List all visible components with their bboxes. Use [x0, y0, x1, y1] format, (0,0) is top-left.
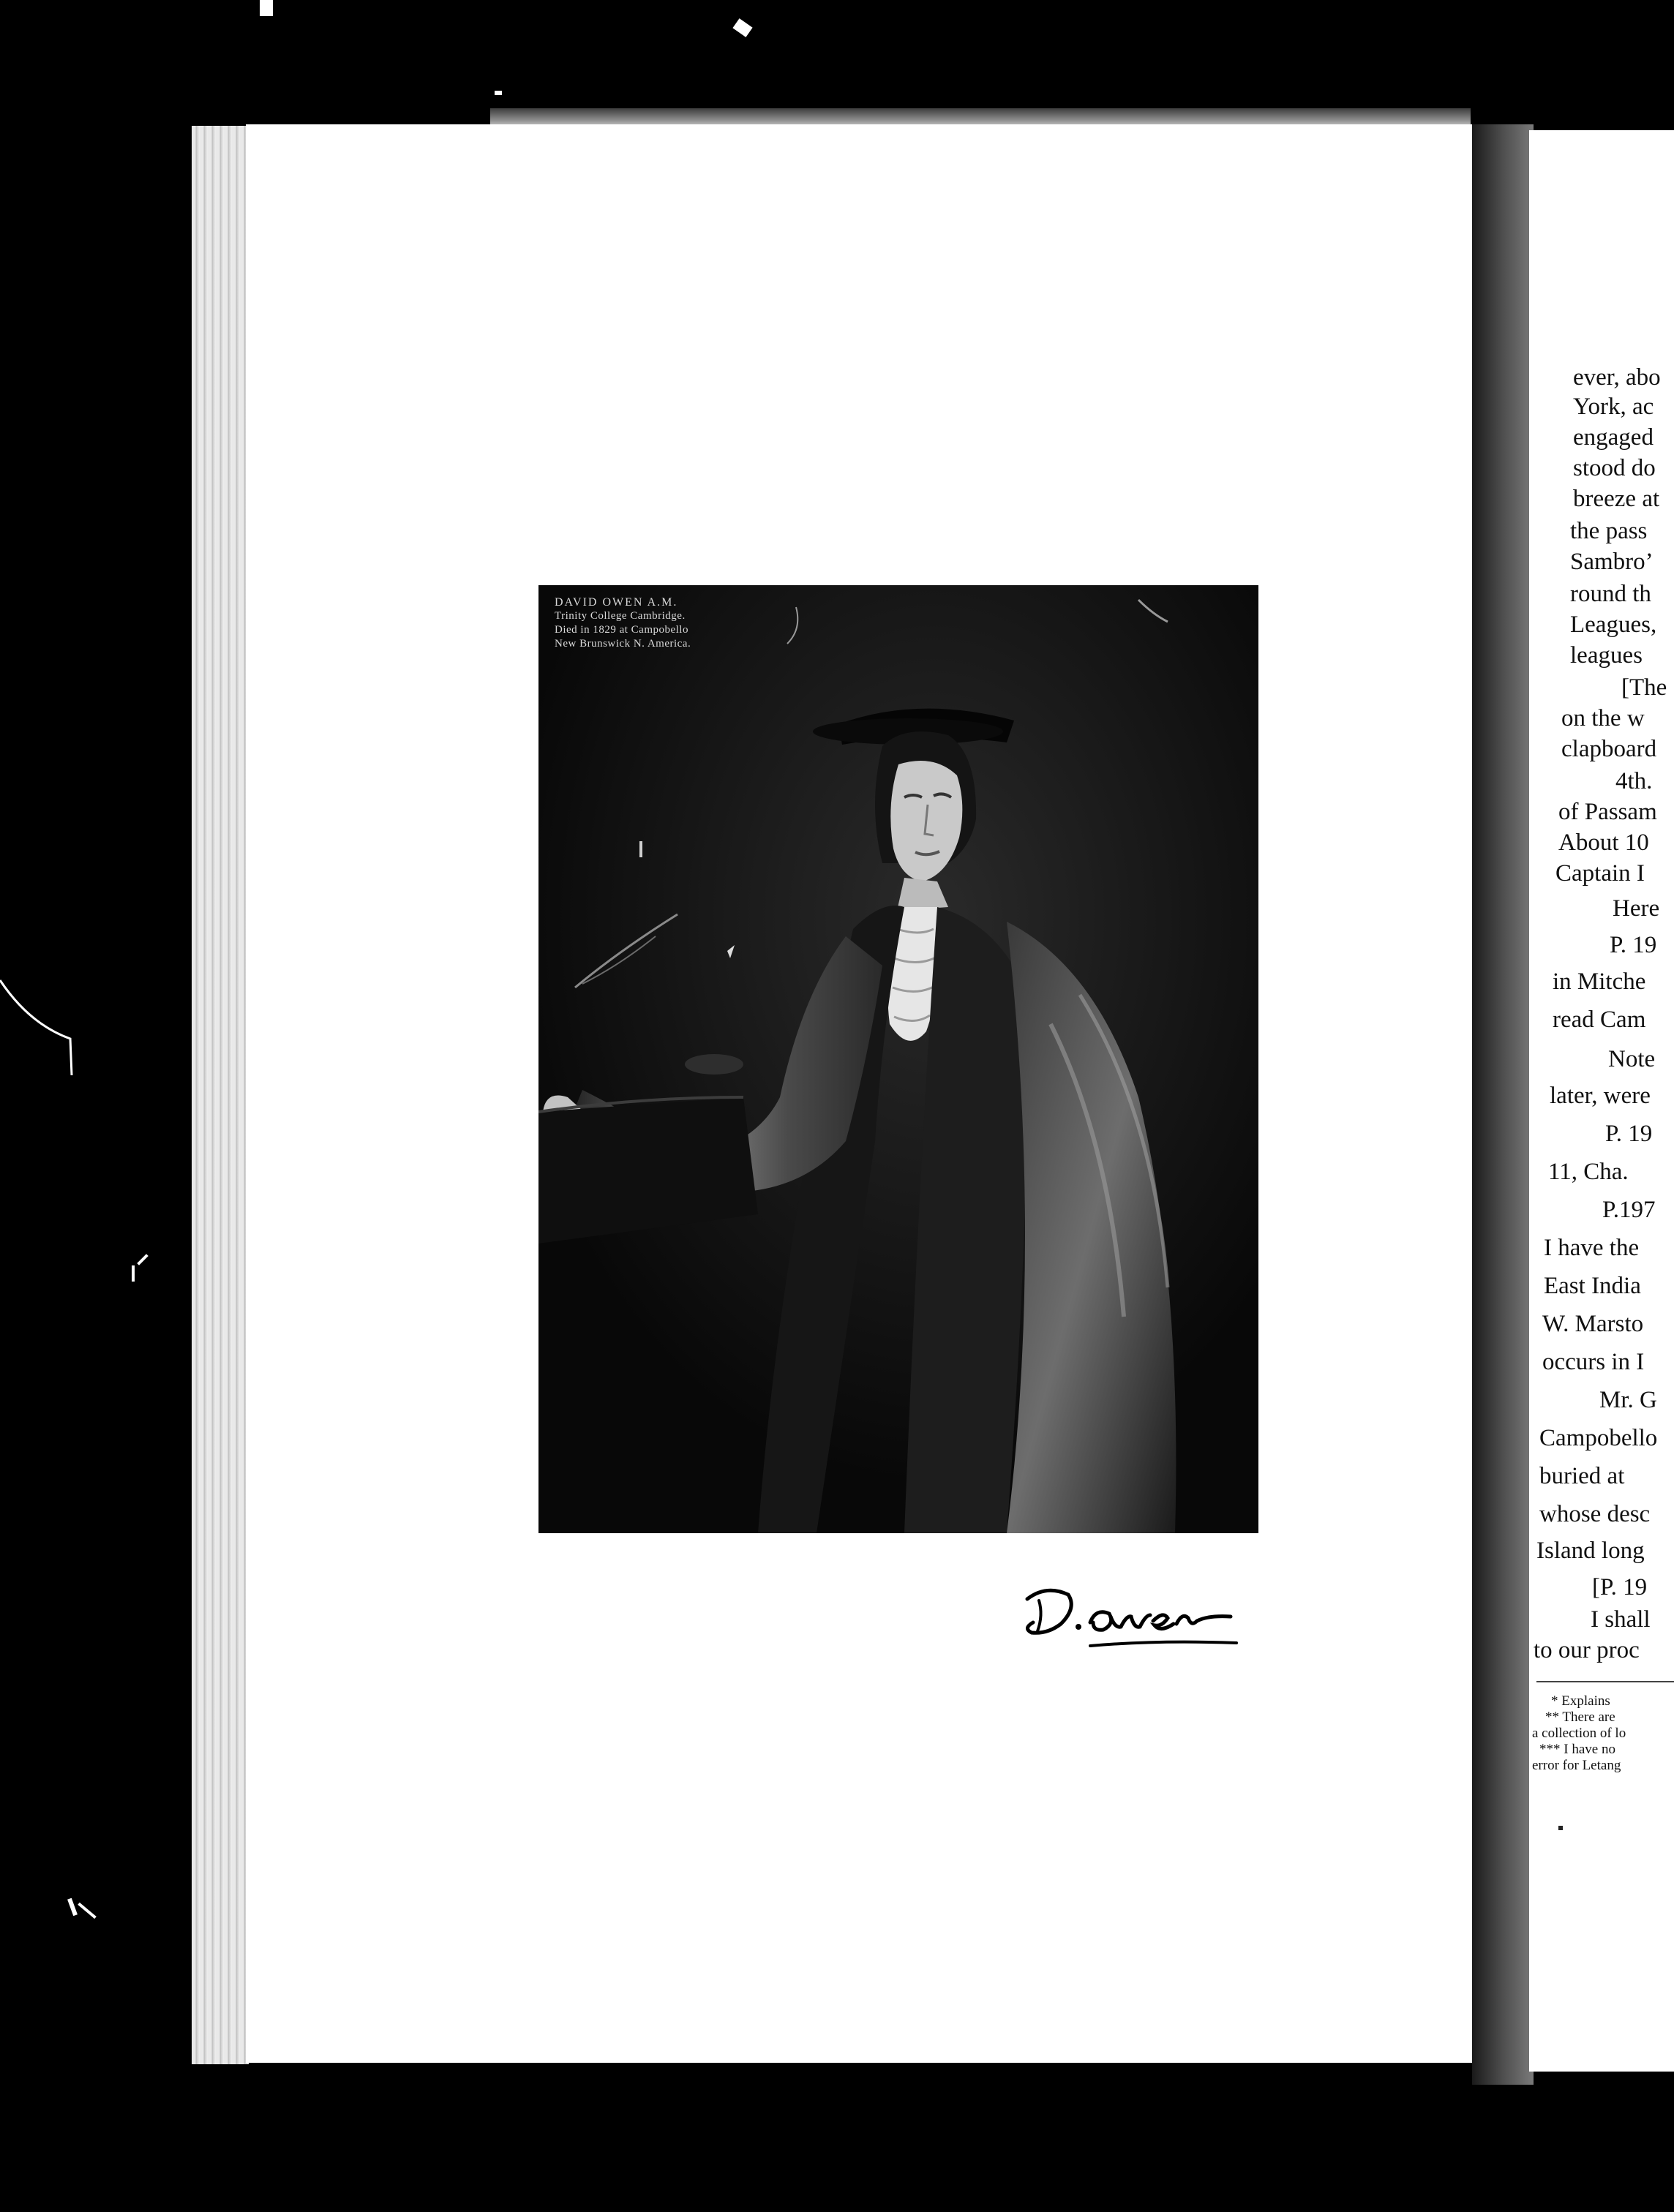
text-line: P. 19: [1610, 932, 1657, 958]
text-line: breeze at: [1573, 486, 1660, 512]
text-line: Leagues,: [1570, 612, 1657, 638]
text-line: of Passam: [1558, 799, 1657, 825]
footnote-line: *** I have no: [1539, 1742, 1615, 1757]
text-line: engaged: [1573, 424, 1654, 451]
plate-caption-place: New Brunswick N. America.: [555, 638, 691, 650]
portrait-image: [538, 585, 1258, 1533]
scan-speck: [132, 1265, 135, 1282]
text-line: leagues: [1570, 642, 1643, 669]
text-line: About 10: [1558, 830, 1649, 856]
text-line: 4th.: [1615, 768, 1653, 794]
footnote-line: ** There are: [1545, 1709, 1615, 1725]
text-line: Captain I: [1555, 860, 1645, 887]
text-line: York, ac: [1573, 394, 1654, 420]
text-line: Note: [1608, 1046, 1656, 1072]
text-line: in Mitche: [1553, 968, 1646, 995]
text-line: clapboard: [1561, 736, 1657, 762]
text-line: whose desc: [1539, 1501, 1651, 1527]
book-gutter: [1472, 124, 1534, 2085]
text-line: on the w: [1561, 705, 1645, 731]
plate-caption-name: DAVID OWEN A.M.: [555, 596, 678, 609]
text-line: Island long: [1536, 1538, 1645, 1564]
text-line: later, were: [1550, 1083, 1651, 1109]
text-line: to our proc: [1534, 1637, 1640, 1663]
text-line: Mr. G: [1599, 1387, 1657, 1413]
text-line: read Cam: [1553, 1007, 1646, 1033]
text-line: Campobello: [1539, 1425, 1658, 1451]
text-line: P.197: [1602, 1197, 1656, 1223]
text-line: stood do: [1573, 455, 1656, 481]
text-line: the pass: [1570, 518, 1648, 544]
scan-speck: [260, 0, 273, 16]
text-line: ever, abo: [1573, 364, 1661, 391]
text-line: 11, Cha.: [1548, 1159, 1629, 1185]
text-line: W. Marsto: [1542, 1311, 1644, 1337]
text-line: P. 19: [1605, 1121, 1653, 1147]
portrait-plate: [538, 585, 1258, 1533]
scan-speck: [495, 91, 502, 95]
text-line: I have the: [1544, 1235, 1640, 1261]
text-line: [P. 19: [1592, 1574, 1648, 1600]
text-line: Here: [1613, 895, 1660, 922]
text-line: East India: [1544, 1273, 1641, 1299]
text-line: I shall: [1591, 1606, 1651, 1633]
plate-caption-college: Trinity College Cambridge.: [555, 610, 686, 622]
text-line: occurs in I: [1542, 1349, 1645, 1375]
text-line: [The: [1621, 674, 1667, 701]
plate-caption-death: Died in 1829 at Campobello: [555, 624, 688, 636]
footnote-line: * Explains: [1551, 1693, 1610, 1709]
text-line: round th: [1570, 581, 1651, 607]
scan-speck: [1558, 1826, 1563, 1830]
text-line: Sambro’: [1570, 549, 1654, 575]
footnote-rule: [1536, 1681, 1674, 1682]
footnote-line: error for Letang: [1532, 1758, 1621, 1773]
signature: [1017, 1579, 1251, 1659]
scan-scratch: [0, 966, 88, 1083]
plate-caption: [555, 595, 691, 651]
page-edge-stack: [192, 126, 249, 2064]
footnote-line: a collection of lo: [1532, 1726, 1626, 1741]
text-line: buried at: [1539, 1463, 1625, 1489]
